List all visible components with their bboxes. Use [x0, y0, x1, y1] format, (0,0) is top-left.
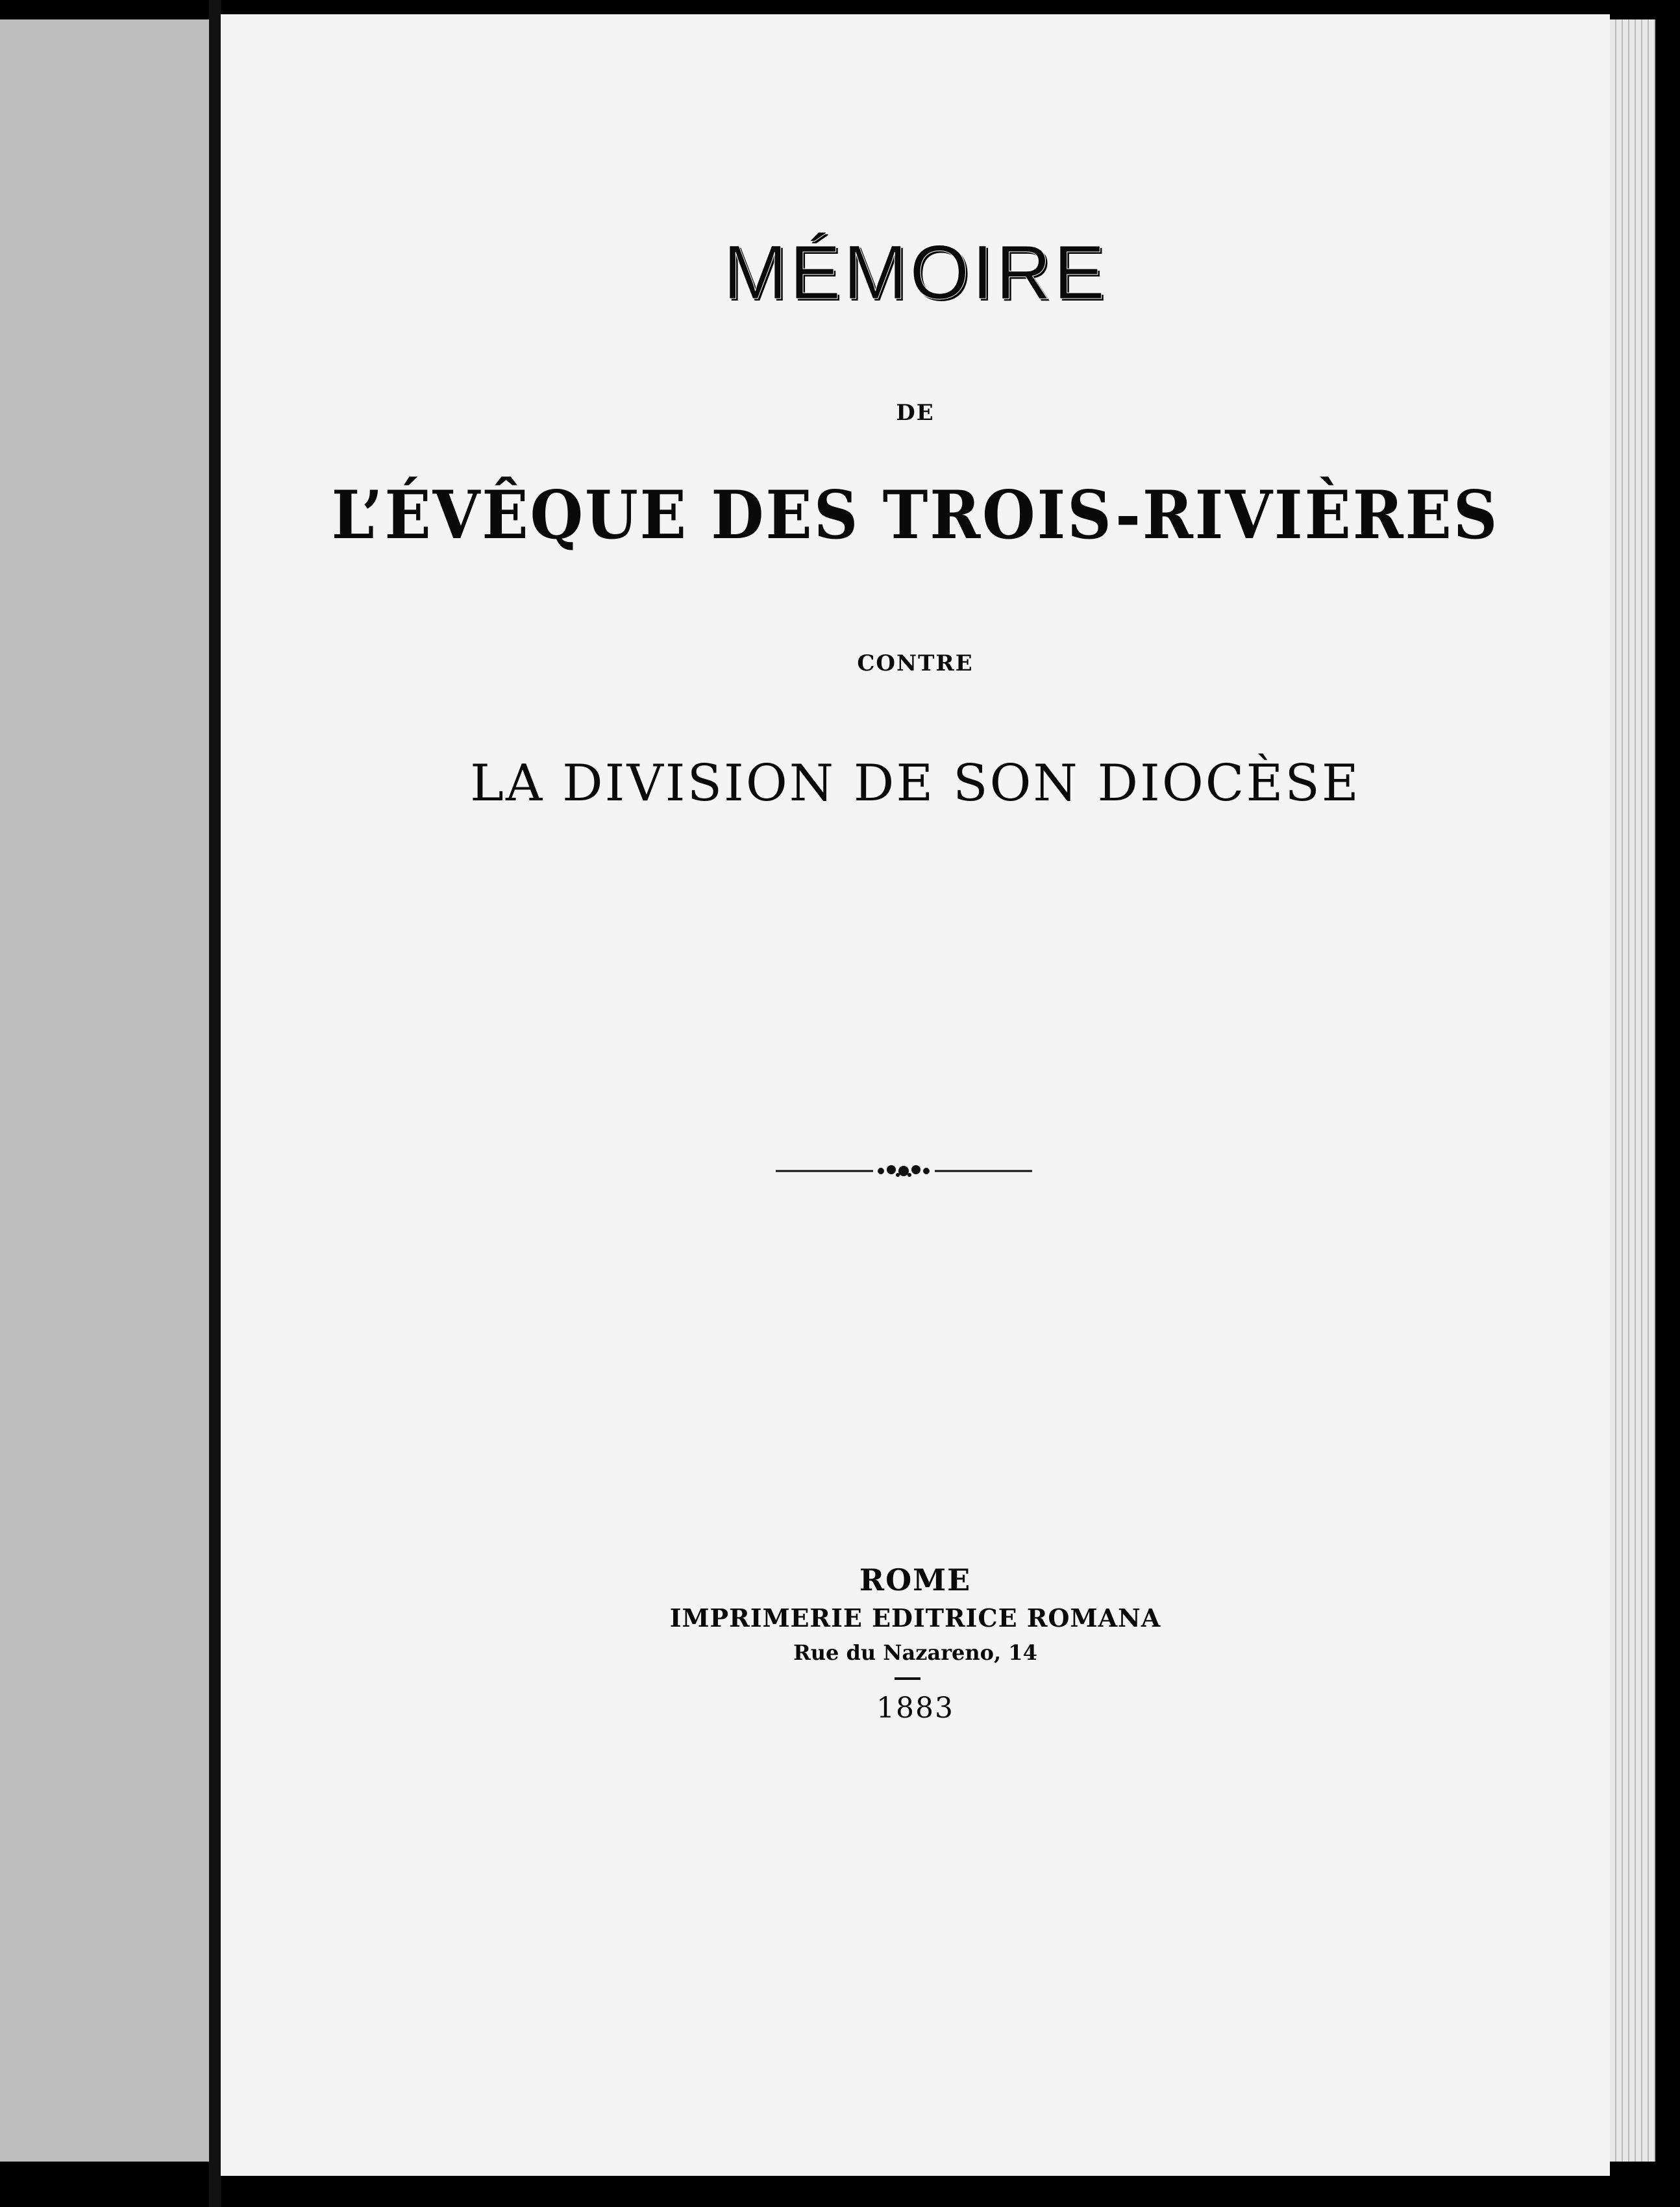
page-stack-edge: [1603, 19, 1655, 2162]
book-cover-board: [0, 19, 209, 2162]
title-page: [221, 14, 1610, 2176]
connector-de: DE: [896, 400, 935, 426]
imprint-address: Rue du Nazareno, 14: [793, 1640, 1037, 1665]
imprint-printer: IMPRIMERIE EDITRICE ROMANA: [669, 1603, 1161, 1633]
imprint-year: 1883: [876, 1692, 954, 1725]
book-spine-edge: [209, 0, 221, 2207]
author-heading: L’ÉVÊQUE DES TROIS-RIVIÈRES: [331, 476, 1500, 554]
connector-contre: CONTRE: [857, 650, 974, 676]
imprint-rule: [895, 1677, 920, 1680]
page-title: MÉMOIRE: [723, 230, 1107, 315]
imprint-city: ROME: [859, 1562, 972, 1597]
subject-heading: LA DIVISION DE SON DIOCÈSE: [470, 754, 1361, 813]
ornamental-divider: [776, 1158, 1032, 1184]
